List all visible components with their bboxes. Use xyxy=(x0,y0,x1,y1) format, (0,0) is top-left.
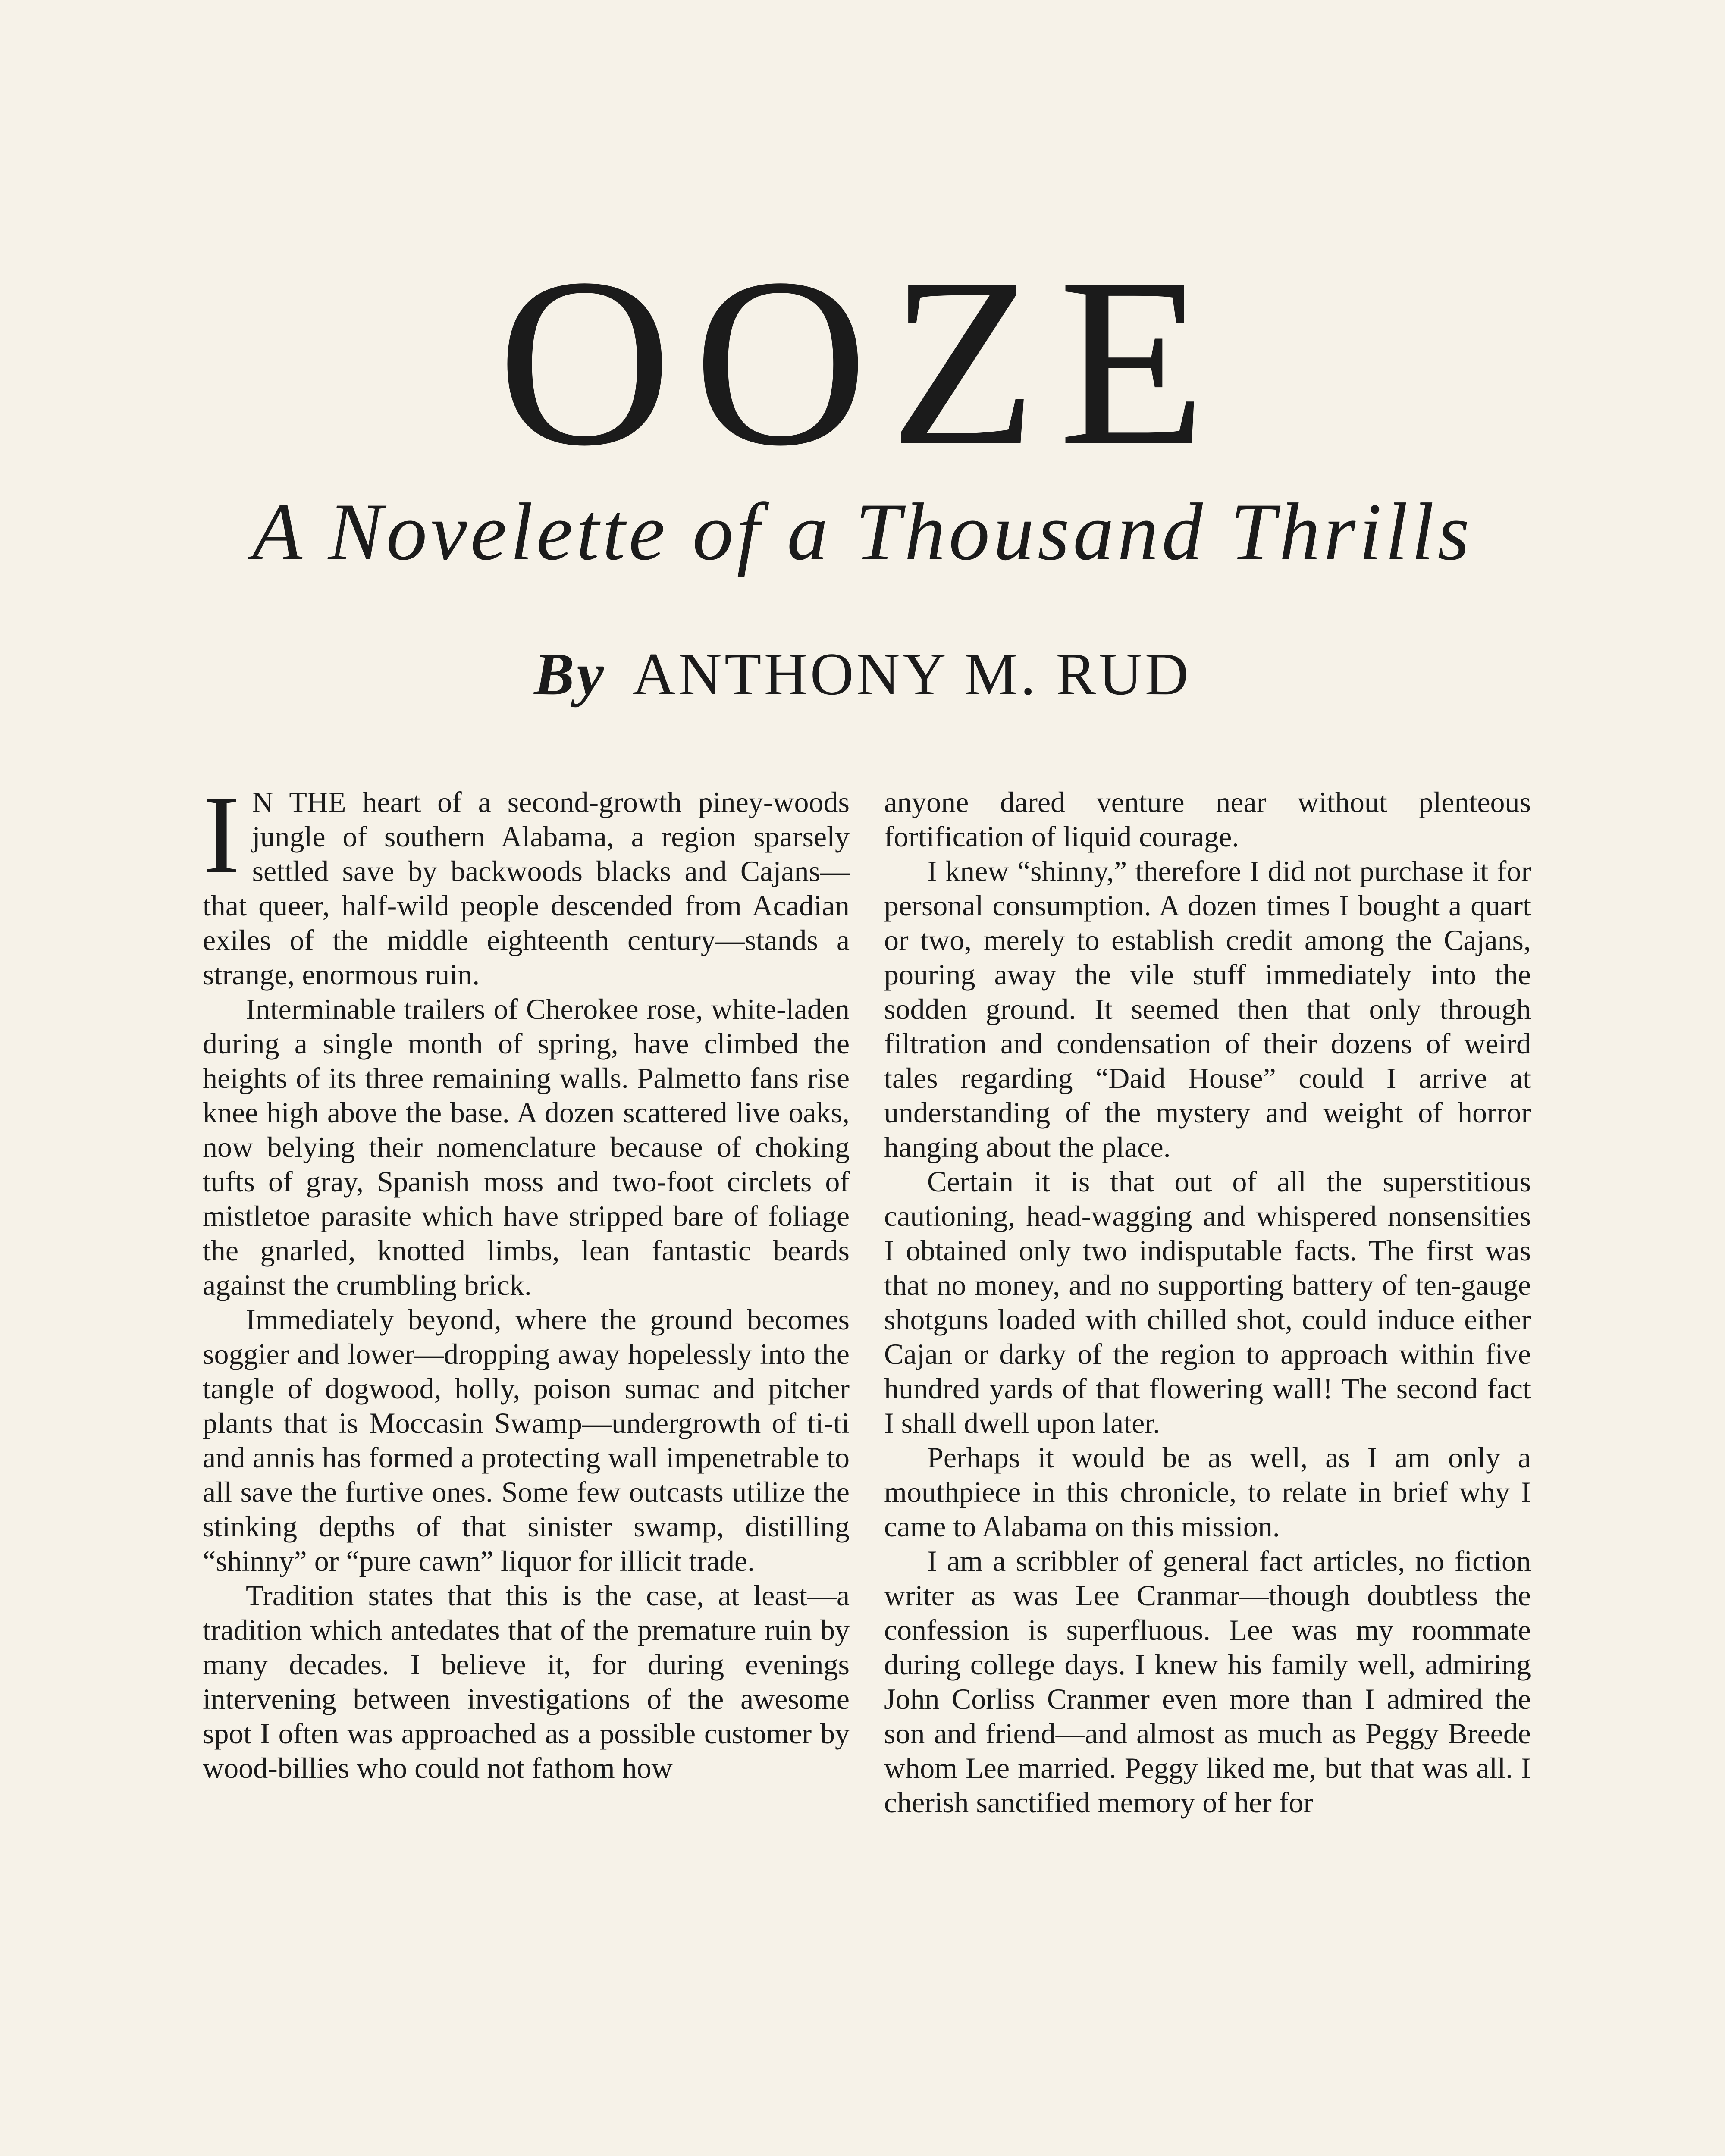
paragraph-text: N THE heart of a second-growth piney-woods jungle of southern Alabama, a region sparsely settled save by backwoods blacks and Cajans—that queer, half-wild people descended from Acadian exiles of the middle eighteenth century—stands a strange, enormous ruin. xyxy=(203,786,850,991)
paragraph: Certain it is that out of all the superstitious cautioning, head-wagging and whispered nonsensities I obtained only two indisputable facts. The first was that no money, and no supporting battery of ten-gauge shotguns loaded with chilled shot, could induce either Cajan or darky of the region to approach within five hundred yards of that flowering wall! The second fact I shall dwell upon later. xyxy=(884,1165,1531,1439)
story-subtitle: A Novelette of a Thousand Thrills xyxy=(252,487,1473,577)
article-body xyxy=(203,785,1540,2156)
byline-author: ANTHONY M. RUD xyxy=(632,641,1191,708)
right-column xyxy=(884,785,1531,2156)
paragraph: I knew “shinny,” therefore I did not purchase it for personal consumption. A dozen times I bought a quart or two, merely to establish credit among the Cajans, pouring away the vile stuff immediately into the sodden ground. It seemed then that only through filtration and condensation of their dozens of weird tales regarding “Daid House” could I arrive at understanding of the mystery and weight of horror hanging about the place. xyxy=(884,855,1531,1163)
paragraph: Perhaps it would be as well, as I am only a mouthpiece in this chronicle, to relate in brief why I came to Alabama on this mission. xyxy=(884,1441,1531,1543)
paragraph: anyone dared venture near without plenteous fortification of liquid courage. xyxy=(884,786,1531,853)
paragraph xyxy=(203,785,850,992)
paragraph: Tradition states that this is the case, at least—a tradition which antedates that of the premature ruin by many decades. I believe it, for during evenings intervening between investigations of the awesome spot I often was approached as a possible customer by wood-billies who could not fathom how xyxy=(203,1579,850,1784)
byline-by: By xyxy=(534,641,606,708)
paragraph: Interminable trailers of Cherokee rose, white-laden during a single month of spring, have climbed the heights of its three remaining walls. Palmetto fans rise knee high above the base. A dozen scattered live oaks, now belying their nomenclature because of choking tufts of gray, Spanish moss and two-foot circlets of mistletoe parasite which have stripped bare of foliage the gnarled, knotted limbs, lean fantastic beards against the crumbling brick. xyxy=(203,993,850,1301)
story-title: OOZE xyxy=(497,229,1228,496)
left-column xyxy=(203,785,850,2156)
byline xyxy=(0,638,1725,711)
drop-cap: I xyxy=(203,785,240,897)
paragraph: I am a scribbler of general fact articles, no fiction writer as was Lee Cranmar—though doubtless the confession is superfluous. Lee was my roommate during college days. I knew his family well, admiring John Corliss Cranmer even more than I admired the son and friend—and almost as much as Peggy Breede whom Lee married. Peggy liked me, but that was all. I cherish sanctified memory of her for xyxy=(884,1545,1531,1819)
paragraph: Immediately beyond, where the ground becomes soggier and lower—dropping away hopelessly into the tangle of dogwood, holly, poison sumac and pitcher plants that is Moccasin Swamp—undergrowth of ti-ti and annis has formed a protecting wall impenetrable to all save the furtive ones. Some few outcasts utilize the stinking depths of that sinister swamp, distilling “shinny” or “pure cawn” liquor for illicit trade. xyxy=(203,1303,850,1577)
